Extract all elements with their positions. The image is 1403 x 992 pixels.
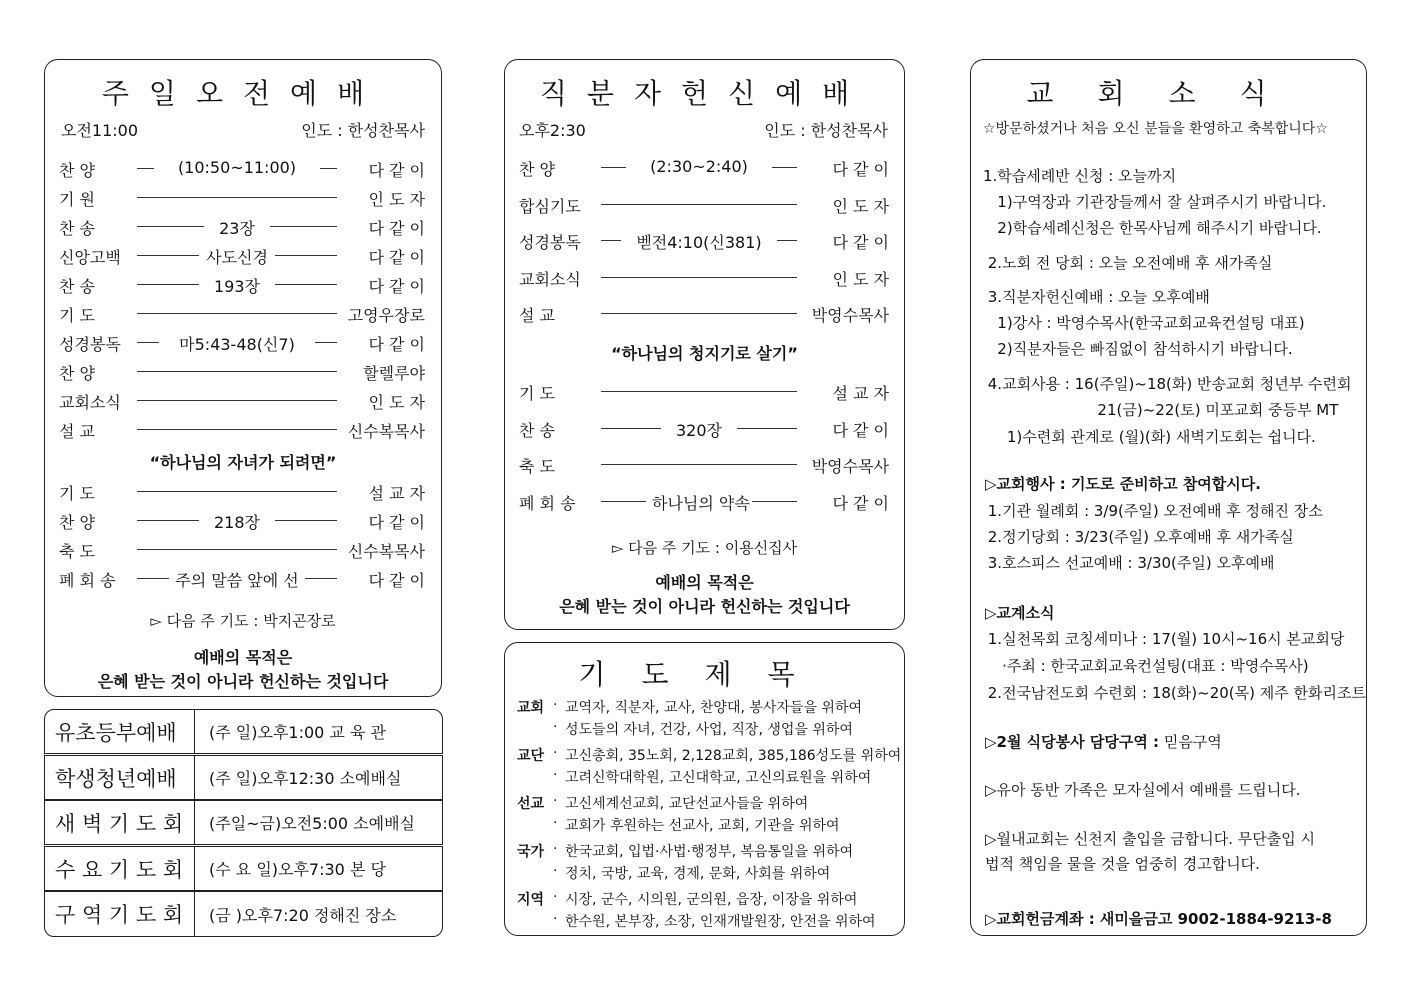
order-label: 찬 양 — [519, 160, 555, 179]
dedication-purpose-line2: 은혜 받는 것이 아니라 헌신하는 것입니다 — [559, 597, 850, 616]
prayer-category: 교회 — [517, 700, 545, 716]
welcome-line: ☆방문하셨거나 처음 오신 분들을 환영하고 축복합니다☆ — [983, 121, 1328, 137]
dashed-leader — [305, 578, 337, 579]
dashed-leader — [601, 313, 797, 314]
order-assignee: 인 도 자 — [368, 190, 425, 209]
schedule-time: (주일~금)오전5:00 소예배실 — [209, 814, 416, 833]
order-label: 기 도 — [519, 384, 555, 403]
order-assignee: 다 같 이 — [832, 233, 889, 253]
order-label: 찬 양 — [59, 161, 95, 180]
dashed-leader — [601, 204, 797, 205]
order-label: 성경봉독 — [59, 335, 121, 354]
morning-purpose-line2: 은혜 받는 것이 아니라 헌신하는 것입니다 — [97, 672, 389, 691]
order-row — [59, 245, 425, 267]
prayer-line: · — [553, 841, 558, 857]
prayer-line: · — [553, 745, 558, 761]
schedule-name: 수 요 기 도 회 — [45, 847, 195, 890]
order-label: 기 도 — [59, 306, 95, 325]
order-assignee: 다 같 이 — [368, 248, 425, 267]
news-item: 4.교회사용 : 16(주일)~18(화) 반송교회 청년부 수련회 — [983, 375, 1352, 393]
dashed-leader — [137, 578, 169, 579]
news-item: 2)학습세례신청은 한목사님께 해주시기 바랍니다. — [983, 219, 1322, 237]
dashed-leader — [601, 428, 661, 429]
order-row — [59, 216, 425, 238]
meal-service-value: 믿음구역 — [1159, 733, 1222, 751]
prayer-line: · — [553, 719, 558, 735]
dashed-leader — [275, 520, 337, 521]
news-item: 1)수련회 관계로 (월)(화) 새벽기도회는 쉽니다. — [983, 428, 1316, 446]
schedule-name: 새 벽 기 도 회 — [45, 801, 195, 844]
order-assignee: 다 같 이 — [832, 160, 889, 179]
dashed-leader — [137, 284, 199, 285]
order-assignee: 다 같 이 — [832, 420, 889, 440]
order-label: 기 도 — [59, 484, 95, 503]
order-label: 찬 양 — [59, 364, 95, 383]
morning-worship-title: 주일오전예배 — [101, 77, 385, 110]
order-row — [519, 491, 889, 513]
order-row — [59, 274, 425, 296]
order-label: 설 교 — [519, 306, 555, 326]
prayer-item-text: 고려신학대학원, 고신대학교, 고신의료원을 위하여 — [565, 770, 872, 786]
prayer-item-text: 정치, 국방, 교육, 경제, 문화, 사회를 위하여 — [565, 866, 831, 882]
dashed-leader — [137, 549, 337, 550]
order-label: 교회소식 — [519, 269, 581, 289]
order-assignee: 다 같 이 — [832, 493, 889, 513]
prayer-item-text: 시장, 군수, 시의원, 군의원, 읍장, 이장을 위하여 — [565, 892, 858, 908]
prayer-line: · — [553, 863, 558, 879]
order-detail: 218장 — [214, 513, 260, 532]
denomination-item: ·주최 : 한국교회교육컨설팅(대표 : 박영수목사) — [983, 657, 1309, 675]
order-row — [59, 568, 425, 590]
dedication-worship-panel — [504, 59, 905, 630]
dashed-leader — [601, 277, 797, 278]
morning-leader: 인도 : 한성찬목사 — [301, 121, 425, 140]
schedule-name: 학생청년예배 — [45, 756, 195, 799]
order-assignee: 할렐루야 — [363, 364, 425, 383]
dashed-leader — [601, 391, 797, 392]
order-assignee: 인 도 자 — [832, 196, 889, 216]
news-item: 2)직분자들은 빠짐없이 참석하시기 바랍니다. — [983, 340, 1293, 358]
dashed-leader — [315, 342, 337, 343]
church-news-title: 교회소식 — [1026, 77, 1311, 110]
order-label: 찬 양 — [59, 513, 95, 532]
order-detail: 193장 — [214, 277, 260, 296]
order-assignee: 인 도 자 — [368, 393, 425, 412]
dedication-next-prayer: ▻ 다음 주 기도 : 이용신집사 — [611, 539, 798, 557]
event-item: 3.호스피스 선교예배 : 3/30(주일) 오후예배 — [983, 554, 1275, 572]
prayer-category: 국가 — [517, 844, 545, 860]
order-label: 축 도 — [519, 457, 555, 477]
prayer-line: · — [553, 793, 558, 809]
order-row — [59, 332, 425, 354]
dashed-leader — [772, 167, 797, 168]
order-assignee: 설 교 자 — [832, 384, 889, 403]
morning-purpose-line1: 예배의 목적은 — [193, 648, 293, 667]
order-row — [59, 187, 425, 209]
denomination-news-heading: ▷교계소식 — [985, 604, 1055, 622]
prayer-line: · — [553, 767, 558, 783]
news-item: 1.학습세례반 신청 : 오늘까지 — [983, 167, 1177, 185]
dashed-leader — [601, 240, 621, 241]
prayer-line: · — [553, 889, 558, 905]
events-heading: ▷교회행사 : 기도로 준비하고 참여합시다. — [985, 475, 1261, 493]
morning-worship-panel — [44, 59, 442, 697]
dashed-leader — [137, 342, 159, 343]
prayer-item-text: 한국교회, 입법·사법·행정부, 복음통일을 위하여 — [565, 844, 854, 860]
order-assignee: 다 같 이 — [368, 335, 425, 354]
prayer-item-text: 고신세계선교회, 교단선교사들을 위하여 — [565, 796, 809, 812]
news-item: 1)강사 : 박영수목사(한국교회교육컨설팅 대표) — [983, 314, 1305, 332]
prayer-topics-panel — [504, 642, 905, 936]
prayer-item-text: 교회가 후원하는 선교사, 교회, 기관을 위하여 — [565, 818, 840, 834]
dashed-leader — [601, 464, 797, 465]
prayer-line: · — [553, 697, 558, 713]
infant-notice: ▷유아 동반 가족은 모자실에서 예배를 드립니다. — [985, 781, 1301, 799]
schedule-name: 유초등부예배 — [45, 710, 195, 753]
dashed-leader — [137, 371, 337, 372]
dashed-leader — [137, 429, 337, 430]
dashed-leader — [777, 240, 797, 241]
warning-line-1: ▷월내교회는 신천지 출입을 금합니다. 무단출입 시 — [985, 830, 1315, 848]
schedule-time: (주 일)오후1:00 교 육 관 — [209, 723, 386, 742]
schedule-row — [44, 846, 443, 891]
morning-time: 오전11:00 — [61, 121, 139, 140]
order-row — [59, 303, 425, 325]
order-label: 설 교 — [59, 422, 95, 441]
dashed-leader — [737, 428, 797, 429]
offering-account: ▷교회헌금계좌 : 새미을금고 9002-1884-9213-8 — [985, 910, 1332, 928]
order-assignee: 박영수목사 — [811, 306, 889, 326]
dashed-leader — [601, 501, 646, 502]
order-row — [59, 390, 425, 412]
order-row — [59, 361, 425, 383]
schedule-row — [44, 800, 443, 845]
dashed-leader — [137, 400, 337, 401]
order-row — [519, 381, 889, 403]
denomination-item: 2.전국남전도회 수련회 : 18(화)~20(목) 제주 한화리조트 — [983, 684, 1366, 702]
order-row — [59, 539, 425, 561]
schedule-name: 구 역 기 도 회 — [45, 892, 195, 936]
order-detail: 320장 — [676, 420, 722, 440]
dashed-leader — [137, 197, 337, 198]
schedule-time: (수 요 일)오후7:30 본 당 — [209, 860, 386, 879]
dashed-leader — [275, 284, 337, 285]
order-label: 신앙고백 — [59, 248, 121, 267]
schedule-row — [44, 891, 443, 937]
schedule-time: (주 일)오후12:30 소예배실 — [209, 769, 402, 788]
order-label: 교회소식 — [59, 393, 121, 412]
morning-next-prayer: ▻ 다음 주 기도 : 박지곤장로 — [150, 612, 336, 630]
church-news-panel — [970, 59, 1367, 936]
order-label: 폐 회 송 — [59, 571, 116, 590]
dashed-leader — [137, 313, 337, 314]
meal-service-line — [985, 731, 1222, 752]
order-detail: 마5:43-48(신7) — [179, 335, 295, 354]
order-label: 찬 송 — [519, 420, 555, 440]
prayer-line: · — [553, 815, 558, 831]
order-detail: 주의 말씀 앞에 선 — [175, 571, 299, 590]
order-row — [59, 481, 425, 503]
dedication-sermon-title: “하나님의 청지기로 살기” — [611, 344, 798, 363]
news-item: 1)구역장과 기관장들께서 잘 살펴주시기 바랍니다. — [983, 193, 1327, 211]
prayer-item-text: 교역자, 직분자, 교사, 찬양대, 봉사자들을 위하여 — [565, 700, 863, 716]
dashed-leader — [275, 255, 337, 256]
event-item: 1.기관 월례회 : 3/9(주일) 오전예배 후 정해진 장소 — [983, 502, 1323, 520]
prayer-topics-title: 기도제목 — [578, 658, 831, 691]
order-detail: (2:30~2:40) — [650, 157, 748, 176]
meal-service-label: ▷2월 식당봉사 담당구역 : — [985, 733, 1160, 751]
dashed-leader — [320, 168, 337, 169]
order-row — [59, 158, 425, 180]
order-assignee: 고영우장로 — [347, 306, 425, 325]
order-row — [519, 194, 889, 216]
order-label: 합심기도 — [519, 196, 581, 216]
schedule-time: (금 )오후7:20 정해진 장소 — [209, 905, 397, 925]
order-label: 찬 송 — [59, 277, 95, 296]
order-label: 축 도 — [59, 542, 95, 561]
prayer-category: 선교 — [517, 796, 545, 812]
order-assignee: 신수복목사 — [347, 422, 425, 441]
schedule-row — [44, 709, 443, 754]
dashed-leader — [270, 226, 337, 227]
order-row — [519, 303, 889, 325]
event-item: 2.정기당회 : 3/23(주일) 오후예배 후 새가족실 — [983, 528, 1294, 546]
order-assignee: 신수복목사 — [347, 542, 425, 561]
prayer-line: · — [553, 911, 558, 927]
order-assignee: 다 같 이 — [368, 161, 425, 180]
news-item: 3.직분자헌신예배 : 오늘 오후예배 — [983, 288, 1210, 306]
dashed-leader — [137, 226, 204, 227]
dedication-leader: 인도 : 한성찬목사 — [764, 121, 888, 140]
denomination-item: 1.실천목회 코칭세미나 : 17(월) 10시~16시 본교회당 — [983, 630, 1345, 648]
order-row — [519, 157, 889, 179]
dashed-leader — [137, 168, 154, 169]
order-detail: (10:50~11:00) — [177, 158, 297, 177]
order-detail: 벧전4:10(신381) — [636, 233, 762, 253]
order-assignee: 인 도 자 — [832, 269, 889, 289]
morning-sermon-title: “하나님의 자녀가 되려면” — [149, 453, 337, 472]
order-detail: 23장 — [219, 219, 255, 238]
order-row — [59, 419, 425, 441]
order-assignee: 다 같 이 — [368, 571, 425, 590]
warning-line-2: 법적 책임을 물을 것을 엄중히 경고합니다. — [985, 855, 1260, 873]
order-label: 성경봉독 — [519, 233, 581, 253]
order-label: 폐 회 송 — [519, 493, 576, 513]
prayer-category: 지역 — [517, 892, 545, 908]
prayer-item-text: 한수원, 본부장, 소장, 인재개발원장, 안전을 위하여 — [565, 914, 876, 930]
dedication-worship-title: 직분자헌신예배 — [539, 77, 870, 110]
order-label: 찬 송 — [59, 219, 95, 238]
order-row — [519, 267, 889, 289]
dedication-purpose-line1: 예배의 목적은 — [655, 573, 754, 592]
order-row — [519, 454, 889, 476]
dashed-leader — [752, 501, 797, 502]
order-row — [519, 230, 889, 252]
news-item: 2.노회 전 당회 : 오늘 오전예배 후 새가족실 — [983, 254, 1273, 272]
order-detail: 하나님의 약속 — [652, 493, 750, 513]
news-item: 21(금)~22(토) 미포교회 중등부 MT — [983, 401, 1339, 419]
dashed-leader — [137, 255, 199, 256]
prayer-item-text: 성도들의 자녀, 건강, 사업, 직장, 생업을 위하여 — [565, 722, 853, 738]
order-row — [519, 418, 889, 440]
schedule-row — [44, 755, 443, 800]
dashed-leader — [137, 491, 337, 492]
order-assignee: 설 교 자 — [368, 484, 425, 503]
order-assignee: 다 같 이 — [368, 219, 425, 238]
dashed-leader — [137, 520, 199, 521]
order-detail: 사도신경 — [206, 248, 268, 267]
order-label: 기 원 — [59, 190, 95, 209]
order-assignee: 다 같 이 — [368, 277, 425, 296]
order-assignee: 박영수목사 — [811, 457, 889, 477]
dedication-time: 오후2:30 — [519, 121, 586, 140]
prayer-item-text: 고신총회, 35노회, 2,128교회, 385,186성도를 위하여 — [565, 748, 902, 764]
prayer-category: 교단 — [517, 748, 545, 764]
order-row — [59, 510, 425, 532]
order-assignee: 다 같 이 — [368, 513, 425, 532]
dashed-leader — [601, 167, 626, 168]
